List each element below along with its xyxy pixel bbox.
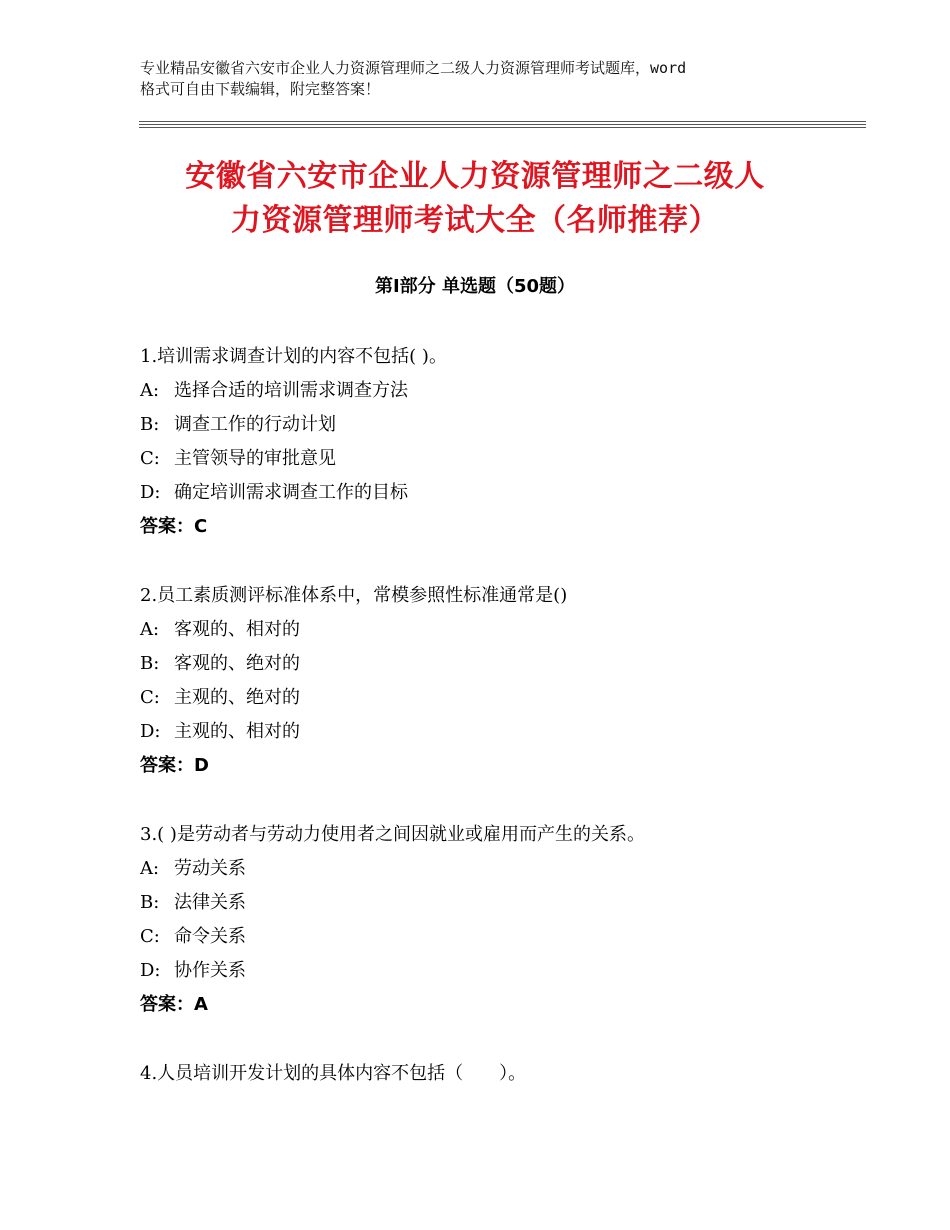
option-letter: A:: [140, 858, 160, 879]
question-block: [140, 818, 860, 1022]
option-letter: C:: [140, 448, 160, 469]
header-note-line: 专业精品安徽省六安市企业人力资源管理师之二级人力资源管理师考试题库，word: [140, 59, 687, 77]
option-text: 确定培训需求调查工作的目标: [174, 482, 408, 503]
question-block: [140, 579, 860, 783]
option-letter: D:: [140, 960, 161, 981]
option-a: [140, 374, 860, 408]
question-stem: 2.员工素质测评标准体系中，常模参照性标准通常是(): [140, 585, 568, 606]
option-c: [140, 920, 860, 954]
option-letter: B:: [140, 892, 160, 913]
answer-line: 答案：A: [140, 994, 208, 1015]
option-text: 调查工作的行动计划: [174, 414, 336, 435]
header-note-line: 格式可自由下载编辑，附完整答案！: [140, 80, 381, 98]
option-c: [140, 681, 860, 715]
option-text: 主管领导的审批意见: [174, 448, 336, 469]
document-title: [70, 155, 880, 243]
option-letter: A:: [140, 619, 160, 640]
option-d: [140, 476, 860, 510]
option-letter: C:: [140, 926, 160, 947]
option-b: [140, 408, 860, 442]
question-stem: 3.( )是劳动者与劳动力使用者之间因就业或雇用而产生的关系。: [140, 824, 645, 845]
question-stem: 1.培训需求调查计划的内容不包括( )。: [140, 346, 447, 367]
header-divider: [139, 124, 866, 125]
option-b: [140, 886, 860, 920]
option-letter: A:: [140, 380, 160, 401]
option-text: 劳动关系: [174, 858, 246, 879]
option-text: 客观的、相对的: [174, 619, 300, 640]
option-letter: C:: [140, 687, 160, 708]
document-title-line: 力资源管理师考试大全（名师推荐）: [231, 203, 719, 238]
header-divider: [139, 127, 866, 128]
option-a: [140, 852, 860, 886]
option-letter: B:: [140, 414, 160, 435]
option-text: 法律关系: [174, 892, 246, 913]
option-c: [140, 442, 860, 476]
answer-line: 答案：C: [140, 516, 208, 537]
option-d: [140, 715, 860, 749]
option-text: 选择合适的培训需求调查方法: [174, 380, 408, 401]
document-title-line: 安徽省六安市企业人力资源管理师之二级人: [185, 159, 765, 194]
option-text: 协作关系: [174, 960, 246, 981]
question-stem: 4.人员培训开发计划的具体内容不包括（ ）。: [140, 1063, 527, 1084]
option-b: [140, 647, 860, 681]
question-block: [140, 1057, 860, 1091]
option-text: 命令关系: [174, 926, 246, 947]
answer-line: 答案：D: [140, 755, 209, 776]
option-letter: D:: [140, 482, 161, 503]
option-text: 主观的、相对的: [174, 721, 300, 742]
option-letter: D:: [140, 721, 161, 742]
option-a: [140, 613, 860, 647]
option-d: [140, 954, 860, 988]
header-divider: [139, 121, 866, 122]
header-note: [140, 58, 840, 100]
option-letter: B:: [140, 653, 160, 674]
section-title: 第Ⅰ部分 单选题（50题）: [374, 276, 575, 297]
question-block: [140, 340, 860, 544]
option-text: 主观的、绝对的: [174, 687, 300, 708]
option-text: 客观的、绝对的: [174, 653, 300, 674]
